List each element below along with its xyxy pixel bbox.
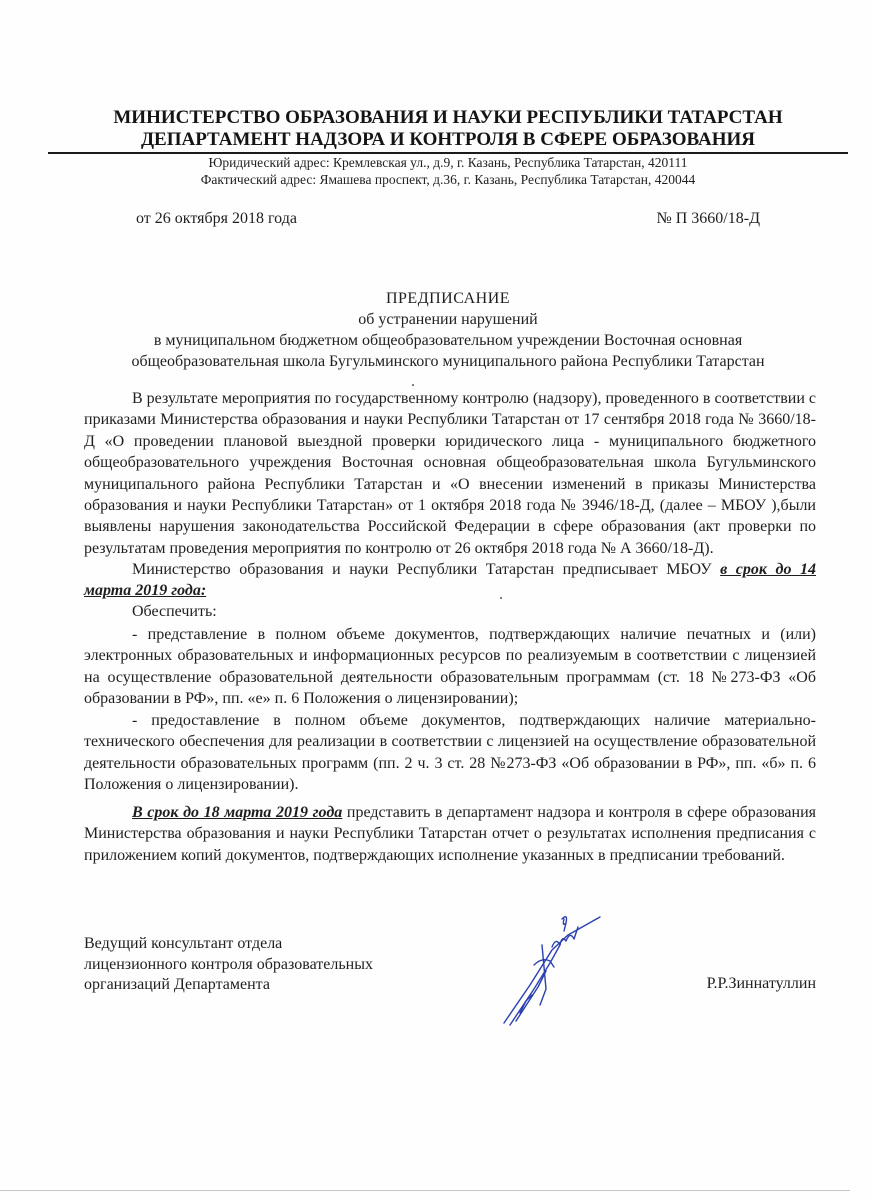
ensure-label: Обеспечить:	[132, 603, 217, 620]
paragraph-findings	[84, 388, 816, 559]
header-divider	[48, 152, 848, 154]
paragraph-order-text	[84, 559, 816, 602]
signer-position-line-1: Ведущий консультант отдела	[84, 935, 283, 952]
paragraph-findings-text: В результате мероприятия по государственному контролю (надзору), проведенного в соответствии с приказами Министерства образования и науки Республики Татарстан от 17 сентября 2018 года № 3660/18-Д «О проведении плановой выездной проверки юридического лица - муниципального бюджетного общеобразовательного учреждения Восточная основная общеобразовательная школа Бугульминского муниципального района Республики Татарстан и «О внесении изменений в приказы Министерства образования и науки Республики Татарстан» от 1 октября 2018 года № 3946/18-Д, (далее – МБОУ ),были выявлены нарушения законодательства Российской Федерации в сфере образования (акт проверки по результатам проведения мероприятия по контролю от 26 октября 2018 года № А 3660/18-Д).	[84, 390, 816, 557]
document-subtitle: об устранении нарушений	[358, 311, 538, 328]
scan-speck	[412, 384, 414, 386]
requirement-1-text: - представление в полном объеме документов, подтверждающих наличие печатных и (или) электронных образовательных и информационных ресурсов по реализуемым в соответствии с лицензией на осуществление образовательной деятельности образовательным программам (ст. 18 №273-ФЗ «Об образовании в РФ», пп. «е» п. 6 Положения о лицензировании);	[84, 626, 816, 708]
ministry-title: МИНИСТЕРСТВО ОБРАЗОВАНИЯ И НАУКИ РЕСПУБЛИКИ ТАТАРСТАН	[113, 107, 783, 128]
deadline-2: В срок до 18 марта 2019 года	[132, 804, 343, 821]
department-title: ДЕПАРТАМЕНТ НАДЗОРА И КОНТРОЛЯ В СФЕРЕ ОБРАЗОВАНИЯ	[140, 129, 756, 150]
actual-address: Фактический адрес: Ямашева проспект, д.36, г. Казань, Республика Татарстан, 420044	[200, 172, 696, 187]
signer-position-line-3: организаций Департамента	[84, 976, 270, 993]
paragraph-report	[84, 802, 816, 866]
requirement-1	[84, 624, 816, 710]
requirement-2-text: - предоставление в полном объеме документов, подтверждающих наличие материально-технического обеспечения для реализации в соответствии с лицензией на осуществление образовательной деятельности образовательных программ (пп. 2 ч. 3 ст. 28 №273-ФЗ «Об образовании в РФ», пп. «б» п. 6 Положения о лицензировании).	[84, 712, 816, 794]
signer-name: Р.Р.Зиннатуллин	[706, 975, 816, 992]
document-date: от 26 октября 2018 года	[136, 210, 297, 227]
deadline-1: в срок до 14 марта 2019 года:	[84, 561, 817, 600]
report-text: представить в департамент надзора и контроля в сфере образования Министерства образования и науки Республики Татарстан отчет о результатах исполнения предписания с приложением копий документов, подтверждающих исполнение указанных в предписании требований.	[84, 804, 816, 864]
scan-edge-line	[0, 1190, 850, 1191]
order-text: Министерство образования и науки Республики Татарстан предписывает МБОУ	[132, 561, 721, 578]
paragraph-order	[84, 559, 816, 602]
document-number: № П 3660/18-Д	[656, 210, 760, 227]
requirement-2	[84, 710, 816, 796]
paragraph-report-text	[84, 802, 816, 866]
legal-address: Юридический адрес: Кремлевская ул., д.9, г. Казань, Республика Татарстан, 420111	[208, 155, 688, 170]
signer-position-line-2: лицензионного контроля образовательных	[84, 955, 373, 973]
scan-speck	[500, 597, 502, 599]
signer-position	[84, 934, 373, 996]
document-title: ПРЕДПИСАНИЕ	[385, 290, 511, 307]
institution-line-2: общеобразовательная школа Бугульминского муниципального района Республики Татарстан	[131, 353, 765, 370]
paragraph-ensure	[84, 601, 816, 622]
institution-line-1: в муниципальном бюджетном общеобразовательном учреждении Восточная основная	[153, 332, 743, 349]
handwritten-signature-icon	[490, 905, 610, 1030]
